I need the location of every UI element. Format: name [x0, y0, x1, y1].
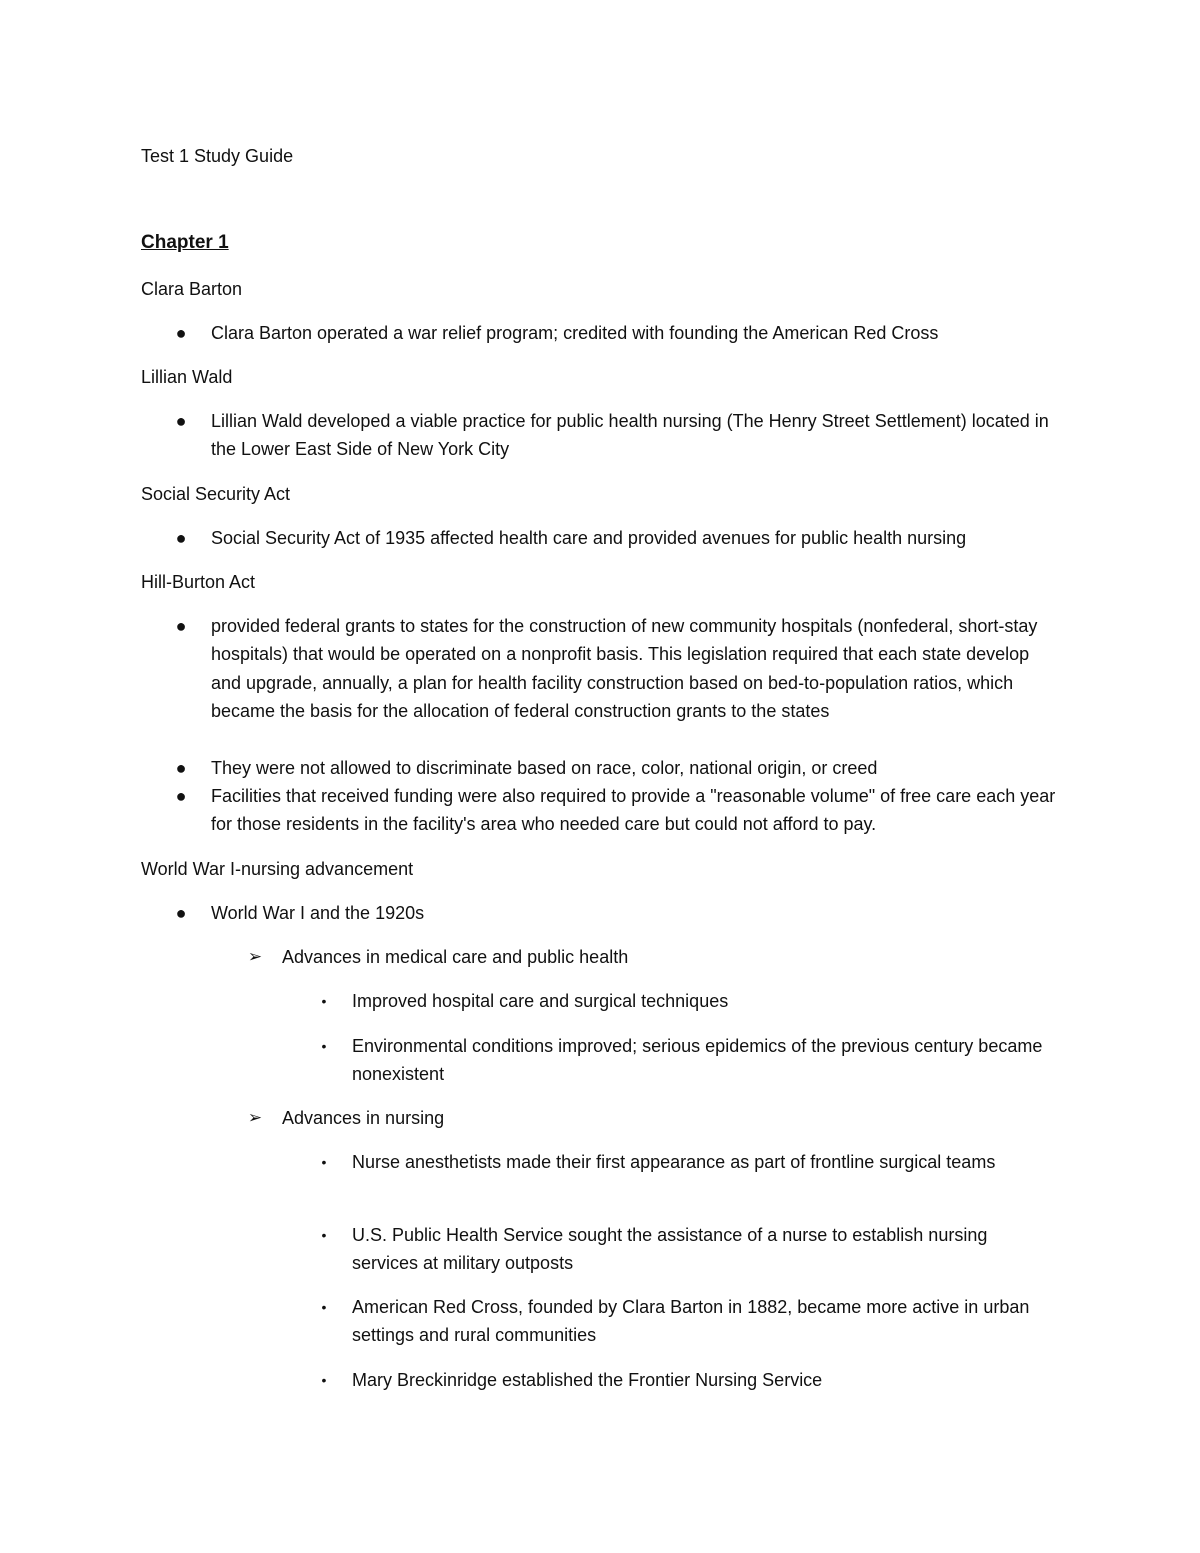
list-item-text: Improved hospital care and surgical techniques — [352, 991, 729, 1011]
small-dot-bullet-icon: • — [321, 993, 327, 1009]
arrowhead-bullet-icon: ➢ — [247, 947, 263, 966]
list-item-text: Environmental conditions improved; serious epidemics of the previous century became nonexistent — [352, 1036, 1043, 1085]
small-dot-bullet-icon: • — [321, 1372, 327, 1388]
section-heading-social-security-act: Social Security Act — [141, 484, 291, 504]
bullet-icon: ● — [175, 616, 187, 636]
list-item-text: Clara Barton operated a war relief program; credited with founding the American Red Cross — [211, 323, 939, 343]
list-item-text: U.S. Public Health Service sought the assistance of a nurse to establish nursing services at military outposts — [352, 1225, 988, 1274]
list-item-text: Facilities that received funding were also required to provide a "reasonable volume" of free care each year for those residents in the facility's area who needed care but could not afford to pay. — [211, 786, 1056, 835]
list-item — [175, 407, 1061, 464]
bullet-icon: ● — [175, 758, 187, 778]
list-item — [321, 1293, 1052, 1350]
list-item — [321, 987, 1052, 1015]
list-item-text: Nurse anesthetists made their first appearance as part of frontline surgical teams — [352, 1152, 996, 1172]
section-heading-world-war-i: World War I-nursing advancement — [141, 859, 414, 879]
list-item — [321, 1366, 1052, 1394]
bullet-icon: ● — [175, 786, 187, 806]
small-dot-bullet-icon: • — [321, 1154, 327, 1170]
list-item — [321, 1148, 1052, 1176]
list-item — [321, 1221, 1052, 1278]
chapter-heading: Chapter 1 — [141, 232, 229, 253]
sub-list-heading-text: Advances in medical care and public health — [282, 947, 629, 967]
document-title: Test 1 Study Guide — [141, 146, 294, 166]
list-item-text: World War I and the 1920s — [211, 903, 425, 923]
small-dot-bullet-icon: • — [321, 1038, 327, 1054]
list-item — [175, 524, 1061, 552]
arrowhead-bullet-icon: ➢ — [247, 1108, 263, 1127]
bullet-icon: ● — [175, 528, 187, 548]
list-item-text: provided federal grants to states for the construction of new community hospitals (nonfederal, short-stay hospitals) that would be operated on a nonprofit basis. This legislation required that each state develop and upgrade, annually, a plan for health facility construction based on bed-to-population ratios, which became the basis for the allocation of federal construction grants to the states — [211, 616, 1038, 722]
list-item-text: They were not allowed to discriminate based on race, color, national origin, or creed — [211, 758, 878, 778]
list-item — [175, 782, 1061, 839]
list-item — [175, 754, 1061, 782]
small-dot-bullet-icon: • — [321, 1227, 327, 1243]
sub-list-heading — [247, 1104, 1062, 1132]
list-item — [321, 1032, 1052, 1089]
list-item-text: Social Security Act of 1935 affected health care and provided avenues for public health nursing — [211, 528, 967, 548]
list-item-text: American Red Cross, founded by Clara Barton in 1882, became more active in urban settings and rural communities — [352, 1297, 1030, 1346]
bullet-icon: ● — [175, 903, 187, 923]
sub-list-heading — [247, 943, 1062, 971]
bullet-icon: ● — [175, 323, 187, 343]
section-heading-lillian-wald: Lillian Wald — [141, 367, 233, 387]
list-item-text: Lillian Wald developed a viable practice for public health nursing (The Henry Street Settlement) located in the Lower East Side of New York City — [211, 411, 1049, 460]
section-heading-clara-barton: Clara Barton — [141, 279, 243, 299]
list-item — [175, 612, 1061, 726]
sub-list-heading-text: Advances in nursing — [282, 1108, 445, 1128]
list-item — [175, 319, 1061, 347]
small-dot-bullet-icon: • — [321, 1299, 327, 1315]
section-heading-hill-burton-act: Hill-Burton Act — [141, 572, 256, 592]
bullet-icon: ● — [175, 411, 187, 431]
list-item-text: Mary Breckinridge established the Frontier Nursing Service — [352, 1370, 823, 1390]
list-item — [175, 899, 1061, 927]
